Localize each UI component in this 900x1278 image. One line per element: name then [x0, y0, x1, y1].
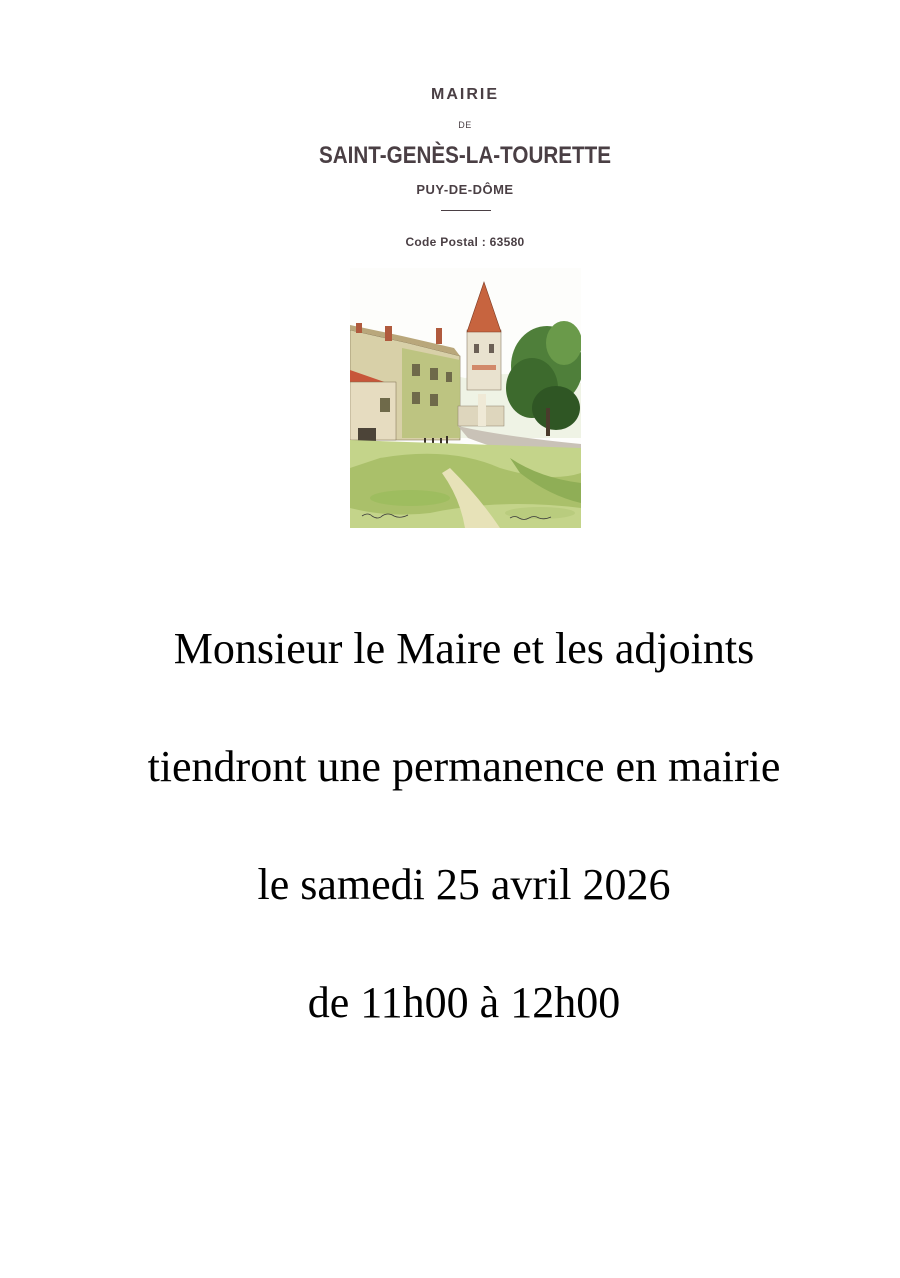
letterhead-town-name: SAINT-GENÈS-LA-TOURETTE: [318, 142, 612, 169]
letterhead-divider: [441, 210, 491, 211]
letterhead-postal-code: Code Postal : 63580: [405, 235, 525, 249]
letterhead-mairie: MAIRIE: [431, 86, 499, 103]
letterhead-department: PUY-DE-DÔME: [416, 182, 514, 197]
notice-line-3-date: le samedi 25 avril 2026: [257, 860, 671, 909]
letterhead-de: DE: [458, 120, 472, 130]
village-watercolor-image: [350, 268, 581, 528]
notice-line-1: Monsieur le Maire et les adjoints: [173, 624, 755, 673]
notice-line-2: tiendront une permanence en mairie: [147, 742, 781, 791]
notice-line-4-hours: de 11h00 à 12h00: [307, 978, 621, 1027]
